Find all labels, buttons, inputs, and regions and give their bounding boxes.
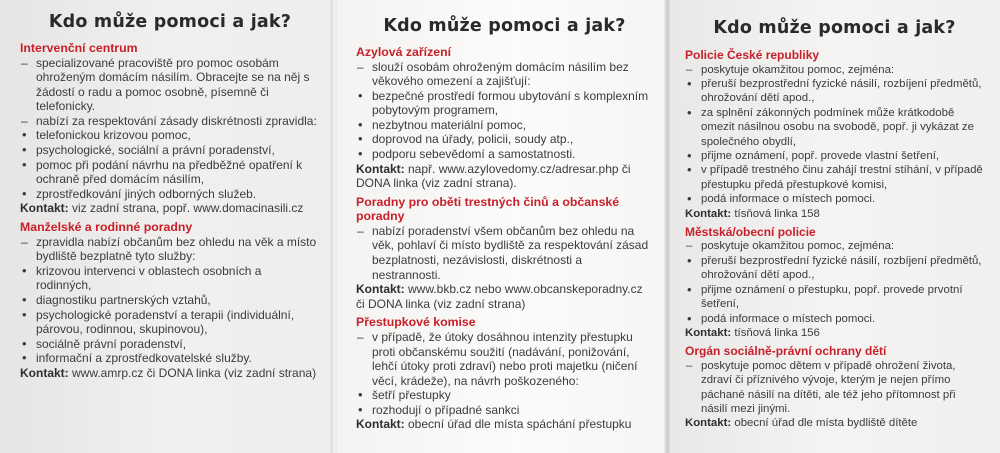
bullet-item: • podá informace o místech pomoci. bbox=[685, 312, 984, 326]
section-heading: Intervenční centrum bbox=[20, 41, 138, 55]
contact-line bbox=[685, 326, 984, 340]
panel-title: Kdo může pomoci a jak? bbox=[713, 18, 956, 38]
dash-item: – poskytuje pomoc dětem v případě ohrožení života, zdraví či příznivého vývoje, kterým je nejen přímo páchané násilí na dítěti, ale též jeho přítomnost při násilí mezi jinými. bbox=[685, 359, 984, 417]
section-list bbox=[356, 224, 653, 282]
panel-1 bbox=[0, 0, 334, 453]
section-manzelske-a-rodinne-poradny bbox=[20, 220, 320, 380]
contact-text: www.bkb.cz nebo www.obcanskeporadny.cz či DONA linka (viz zadní strana) bbox=[356, 282, 643, 311]
dash-item: – poskytuje okamžitou pomoc, zejména: bbox=[685, 63, 984, 77]
bullet-item: • pomoc při podání návrhu na předběžné opatření k ochraně před domácím násilím, bbox=[20, 158, 320, 187]
bullet-item: • přeruší bezprostřední fyzické násilí, rozbíjení předmětů, ohrožování dětí apod., bbox=[685, 77, 984, 106]
contact-line bbox=[356, 417, 653, 432]
dash-item: – nabízí za respektování zásady diskrétnosti zpravidla: bbox=[20, 114, 320, 129]
bullet-item: • doprovod na úřady, policii, soudy atp., bbox=[356, 132, 653, 147]
section-prestupkove-komise bbox=[356, 315, 653, 432]
section-intervencni-centrum bbox=[20, 41, 320, 216]
dash-item: – poskytuje okamžitou pomoc, zejména: bbox=[685, 239, 984, 253]
fold-line-1 bbox=[331, 0, 337, 453]
dash-item: – v případě, že útoky dosáhnou intenzity přestupku proti občanskému soužití (nadávání, ponižování, lehčí útoky proti zdraví) nebo proti majetku (ničení věcí, krádeže), na návrh poškozeného: bbox=[356, 330, 653, 388]
bullet-item: • v případě trestného činu zahájí trestní stíhání, v případě přestupku předá přestupkové komisi, bbox=[685, 163, 984, 192]
bullet-item: • šetří přestupky bbox=[356, 388, 653, 403]
contact-text: např. www.azylovedomy.cz/adresar.php či DONA linka (viz zadní strana). bbox=[356, 161, 631, 191]
bullet-item: • podá informace o místech pomoci. bbox=[685, 192, 984, 206]
section-heading: Přestupkové komise bbox=[356, 315, 476, 330]
dash-item: – zpravidla nabízí občanům bez ohledu na věk a místo bydliště bezplatně tyto služby: bbox=[20, 235, 320, 264]
contact-label: Kontakt: bbox=[356, 282, 405, 297]
section-list bbox=[356, 60, 653, 162]
bullet-item: • psychologické poradenství a terapii (individuální, párovou, rodinnou, skupinovou), bbox=[20, 308, 320, 337]
section-heading: Manželské a rodinné poradny bbox=[20, 220, 193, 235]
contact-text: tísňová linka 156 bbox=[731, 326, 820, 339]
bullet-item: • přijme oznámení, popř. provede vlastní šetření, bbox=[685, 149, 984, 163]
section-list bbox=[356, 330, 653, 418]
contact-label: Kontakt: bbox=[685, 326, 732, 339]
bullet-item: • rozhodují o případné sankci bbox=[356, 403, 653, 418]
section-heading: Orgán sociálně-právní ochrany dětí bbox=[685, 344, 887, 359]
contact-line bbox=[356, 162, 653, 191]
contact-text: viz zadní strana, popř. www.domacinasili.cz bbox=[68, 201, 304, 216]
bullet-item: • krizovou intervenci v oblastech osobních a rodinných, bbox=[20, 264, 320, 293]
bullet-item: • nezbytnou materiální pomoc, bbox=[356, 118, 653, 133]
contact-text: tísňová linka 158 bbox=[731, 207, 820, 220]
section-heading: Azylová zařízení bbox=[356, 45, 451, 59]
section-heading: Městská/obecní policie bbox=[685, 224, 816, 239]
section-list bbox=[685, 239, 984, 325]
section-organ-socialne-pravni-ochrany-deti bbox=[685, 344, 984, 431]
bullet-item: • přeruší bezprostřední fyzické násilí, rozbíjení předmětů, ohrožování dětí apod., bbox=[685, 254, 984, 283]
bullet-item: • psychologické, sociální a právní poradenství, bbox=[20, 143, 320, 158]
contact-label: Kontakt: bbox=[356, 161, 405, 176]
bullet-item: • telefonickou krizovou pomoc, bbox=[20, 128, 320, 143]
panel-2 bbox=[334, 0, 667, 453]
dash-item: – slouží osobám ohroženým domácím násilím bez věkového omezení a zajišťují: bbox=[356, 60, 653, 89]
contact-label: Kontakt: bbox=[20, 365, 69, 380]
bullet-item: • podporu sebevědomí a samostatnosti. bbox=[356, 147, 653, 162]
fold-line-2 bbox=[664, 0, 670, 453]
panel-title: Kdo může pomoci a jak? bbox=[383, 16, 626, 36]
section-list bbox=[20, 56, 320, 202]
panel-title: Kdo může pomoci a jak? bbox=[48, 12, 292, 32]
section-policie-ceske-republiky bbox=[685, 48, 984, 221]
panel-3 bbox=[667, 0, 1000, 453]
contact-label: Kontakt: bbox=[356, 417, 405, 432]
contact-label: Kontakt: bbox=[685, 207, 732, 220]
contact-text: obecní úřad dle místa spáchání přestupku bbox=[404, 417, 632, 432]
section-azylova-zarizeni bbox=[356, 45, 653, 191]
bullet-item: • přijme oznámení o přestupku, popř. provede prvotní šetření, bbox=[685, 283, 984, 312]
contact-line bbox=[356, 282, 653, 311]
bullet-item: • informační a zprostředkovatelské služby. bbox=[20, 351, 320, 366]
bullet-item: • zprostředkování jiných odborných služeb. bbox=[20, 187, 320, 202]
contact-line bbox=[685, 416, 984, 430]
section-heading: Poradny pro oběti trestných činů a občanské poradny bbox=[356, 194, 620, 224]
section-poradny-pro-obeti-trestnych-cinu-a-obcanske-poradny bbox=[356, 195, 653, 312]
contact-label: Kontakt: bbox=[20, 201, 69, 216]
bullet-item: • za splnění zákonných podmínek může krátkodobě omezit násilnou osobu na svobodě, popř. ji vykázat ze společného obydlí, bbox=[685, 106, 984, 149]
contact-line bbox=[685, 207, 984, 221]
bullet-item: • bezpečné prostředí formou ubytování s komplexním pobytovým programem, bbox=[356, 89, 653, 118]
contact-text: obecní úřad dle místa bydliště dítěte bbox=[731, 417, 918, 430]
bullet-item: • diagnostiku partnerských vztahů, bbox=[20, 293, 320, 308]
section-list bbox=[20, 235, 320, 366]
dash-item: – specializované pracoviště pro pomoc osobám ohroženým domácím násilím. Obracejte se na něj s žádostí o radu a pomoc osobně, písemně či telefonicky. bbox=[20, 56, 320, 114]
contact-text: www.amrp.cz či DONA linka (viz zadní strana) bbox=[68, 365, 317, 380]
contact-label: Kontakt: bbox=[685, 417, 732, 430]
dash-item: – nabízí poradenství všem občanům bez ohledu na věk, pohlaví či místo bydliště za respektování zásad bezplatnosti, nezávislosti, diskrétnosti a nestrannosti. bbox=[356, 224, 653, 282]
contact-line bbox=[20, 201, 320, 216]
contact-line bbox=[20, 366, 320, 381]
section-list bbox=[685, 63, 984, 207]
bullet-item: • sociálně právní poradenství, bbox=[20, 337, 320, 352]
section-mestska-obecni-policie bbox=[685, 225, 984, 340]
section-heading: Policie České republiky bbox=[685, 48, 820, 62]
section-list bbox=[685, 359, 984, 417]
